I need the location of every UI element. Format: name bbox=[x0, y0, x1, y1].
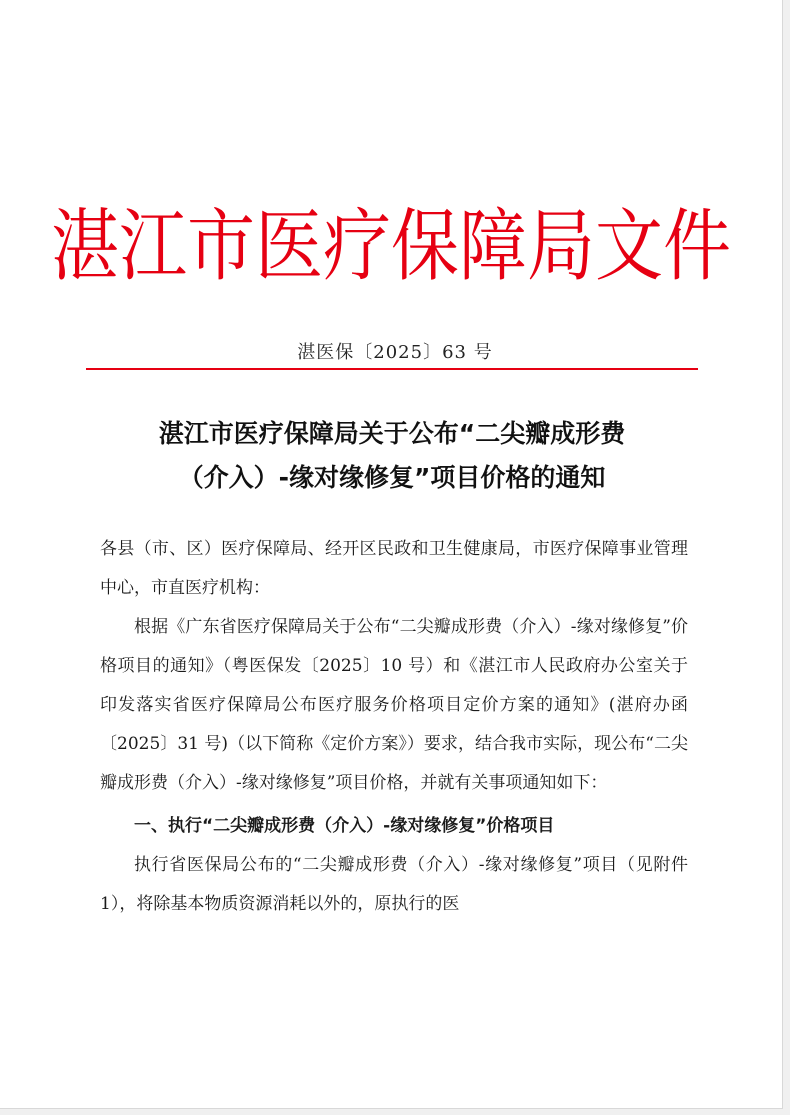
issuer-header: 湛江市医疗保障局文件 bbox=[50, 201, 731, 293]
document-title bbox=[86, 412, 698, 500]
title-line-2: （介入）-缘对缘修复”项目价格的通知 bbox=[178, 463, 606, 492]
body-paragraph-1: 根据《广东省医疗保障局关于公布“二尖瓣成形费（介入）-缘对缘修复”价格项目的通知》（粤医保发〔2025〕10 号）和《湛江市人民政府办公室关于印发落实省医疗保障局公布医疗服务价格项目定价方案的通知》(湛府办函〔2025〕31 号)（以下简称《定价方案》）要求，结合我市实际，现公布“二尖瓣成形费（介入）-缘对缘修复”项目价格，并就有关事项通知如下： bbox=[100, 617, 688, 793]
section-1-paragraph: 执行省医保局公布的“二尖瓣成形费（介入）-缘对缘修复”项目（见附件1），将除基本物质资源消耗以外的，原执行的医 bbox=[100, 855, 688, 914]
title-line-1: 湛江市医疗保障局关于公布“二尖瓣成形费 bbox=[158, 419, 626, 448]
addressees-paragraph: 各县（市、区）医疗保障局、经开区民政和卫生健康局，市医疗保障事业管理中心，市直医疗机构： bbox=[100, 539, 688, 598]
section-1-heading: 一、执行“二尖瓣成形费（介入）-缘对缘修复”价格项目 bbox=[134, 816, 555, 836]
red-divider-line bbox=[86, 368, 698, 370]
document-body bbox=[100, 530, 688, 924]
document-number: 湛医保〔2025〕63 号 bbox=[297, 342, 493, 363]
